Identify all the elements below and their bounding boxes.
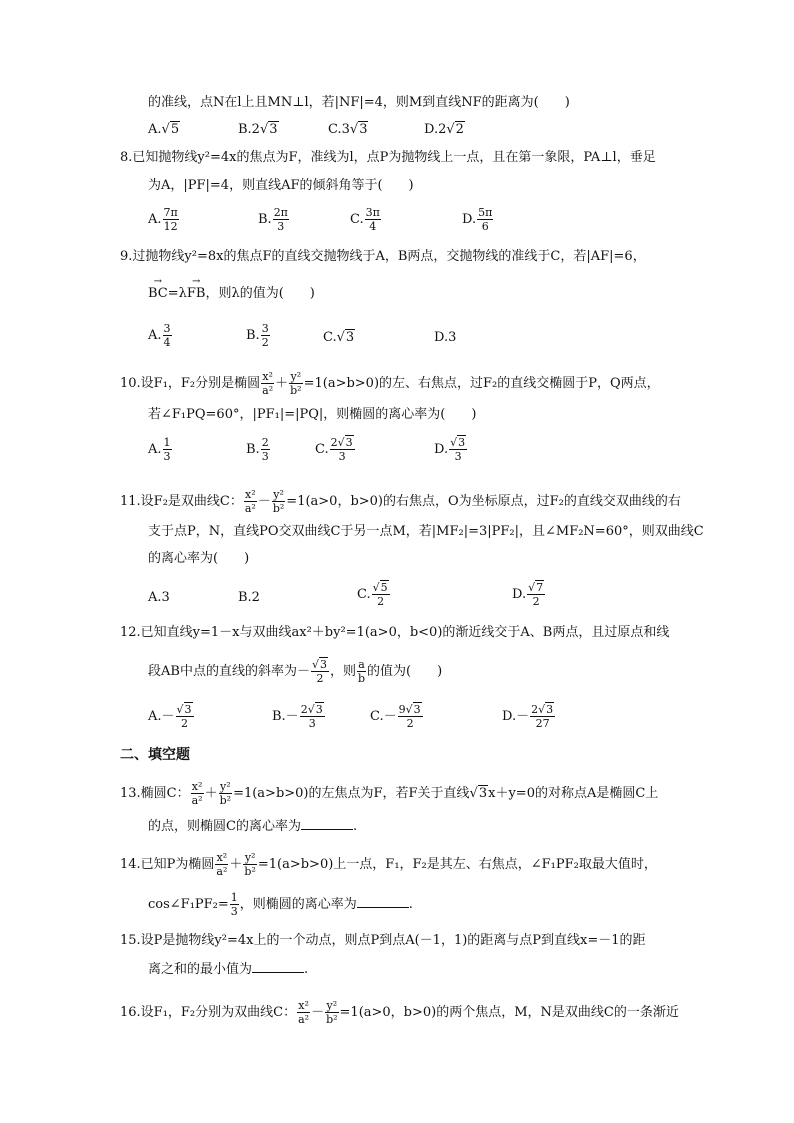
q15-line2: 离之和的最小值为 .	[148, 959, 308, 979]
q11-line3: 的离心率为( )	[148, 551, 250, 566]
q9-option-a: A. $\frac{3}{4}$	[148, 322, 171, 349]
answer-blank[interactable]	[301, 816, 353, 830]
q10-line1: 10.设F₁，F₂分别是椭圆 $\frac{\text{x²}}{\text{a²}}$ ＋ $\frac{\text{y²}}{\text{b²}}$ =1(a>b>0)的左、右焦点，过F₂的直线交椭圆于P，Q两点，	[120, 370, 660, 397]
q10-option-d: D. $\frac{√3}{3}$	[434, 436, 466, 463]
q13-line1: 13.椭圆C： $\frac{\text{x²}}{\text{a²}}$ ＋ $\frac{\text{y²}}{\text{b²}}$ =1(a>b>0)的左焦点为F，若F关于直线√3x＋y=0的对称点A是椭圆C上	[120, 780, 659, 807]
q7-text: 的准线，点N在l上且MN⊥l，若|NF|=4，则M到直线NF的距离为( )	[148, 95, 570, 110]
q12-option-b: B.－ $\frac{2√3}{3}$	[272, 703, 323, 730]
answer-blank[interactable]	[252, 959, 304, 973]
q12-option-c: C.－ $\frac{9√3}{2}$	[370, 703, 421, 730]
q7-option-b: B.2√3	[238, 122, 278, 137]
q7-option-a: A.√5	[148, 122, 180, 137]
q10-option-a: A. $\frac{1}{3}$	[148, 436, 171, 463]
q9-option-d: D.3	[434, 330, 457, 345]
q11-line2: 支于点P，N，直线PO交双曲线C于另一点M，若|MF₂|=3|PF₂|，且∠MF₂N=60°，则双曲线C	[148, 524, 704, 539]
q11-line1: 11.设F₂是双曲线C： $\frac{\text{x²}}{\text{a²}}$ － $\frac{\text{y²}}{\text{b²}}$ =1(a>0，b>0)的右焦点，O为坐标原点，过F₂的直线交双曲线的右	[120, 488, 681, 515]
q7-option-d: D.2√2	[424, 122, 464, 137]
q14-line2: cos∠F₁PF₂= $\frac{1}{3}$ ，则椭圆的离心率为 .	[148, 891, 413, 918]
q9-option-b: B. $\frac{3}{2}$	[246, 322, 269, 349]
q8-option-b: B. $\frac{2\pi}{3}$	[258, 206, 288, 233]
q12-option-a: A.－ $\frac{√3}{2}$	[148, 703, 192, 730]
q12-line2: 段AB中点的直线的斜率为－ $\frac{√3}{2}$ ，则 $\frac{a}{b}$ 的值为( )	[148, 658, 443, 685]
q15-line1: 15.设P是抛物线y²=4x上的一个动点，则点P到点A(－1，1)的距离与点P到直线x=－1的距	[120, 933, 646, 948]
q9-option-c: C.√3	[323, 330, 355, 345]
section-heading-fill-in: 二、填空题	[120, 747, 190, 763]
q8-line2: 为A，|PF|=4，则直线AF的倾斜角等于( )	[148, 178, 414, 193]
answer-blank[interactable]	[357, 894, 409, 908]
q8-option-c: C. $\frac{3\pi}{4}$	[350, 206, 380, 233]
q8-option-a: A. $\frac{7\pi}{12}$	[148, 206, 178, 233]
q13-line2: 的点，则椭圆C的离心率为 .	[148, 816, 357, 836]
q11-option-d: D. $\frac{√7}{2}$	[512, 581, 544, 608]
q10-option-b: B. $\frac{2}{3}$	[246, 436, 269, 463]
q12-line1: 12.已知直线y=1－x与双曲线ax²＋by²=1(a>0，b<0)的渐近线交于A、B两点，且过原点和线	[120, 625, 670, 640]
q7-option-c: C.3√3	[328, 122, 368, 137]
q9-line1: 9.过抛物线y²=8x的焦点F的直线交抛物线于A，B两点，交抛物线的准线于C，若|AF|=6，	[120, 249, 646, 264]
q11-option-c: C. $\frac{√5}{2}$	[357, 581, 388, 608]
q8-line1: 8.已知抛物线y²=4x的焦点为F，准线为l，点P为抛物线上一点，且在第一象限，PA⊥l，垂足	[120, 150, 656, 165]
q9-line2: → BC=λ→ FB，则λ的值为( )	[148, 285, 315, 303]
q14-line1: 14.已知P为椭圆 $\frac{\text{x²}}{\text{a²}}$ ＋ $\frac{\text{y²}}{\text{b²}}$ =1(a>b>0)上一点，F₁，F₂是其左、右焦点，∠F₁PF₂取最大值时，	[120, 851, 657, 878]
q8-option-d: D. $\frac{5\pi}{6}$	[462, 206, 493, 233]
q16-line1: 16.设F₁，F₂分别为双曲线C： $\frac{\text{x²}}{\text{a²}}$ － $\frac{\text{y²}}{\text{b²}}$ =1(a>0，b>0)的两个焦点，M，N是双曲线C的一条渐近	[120, 999, 679, 1026]
q10-option-c: C. $\frac{2√3}{3}$	[315, 436, 353, 463]
q11-option-a: A.3	[148, 590, 170, 605]
q11-option-b: B.2	[238, 590, 260, 605]
q12-option-d: D.－ $\frac{2√3}{27}$	[502, 703, 554, 730]
q10-line2: 若∠F₁PQ=60°，|PF₁|=|PQ|，则椭圆的离心率为( )	[148, 407, 477, 422]
